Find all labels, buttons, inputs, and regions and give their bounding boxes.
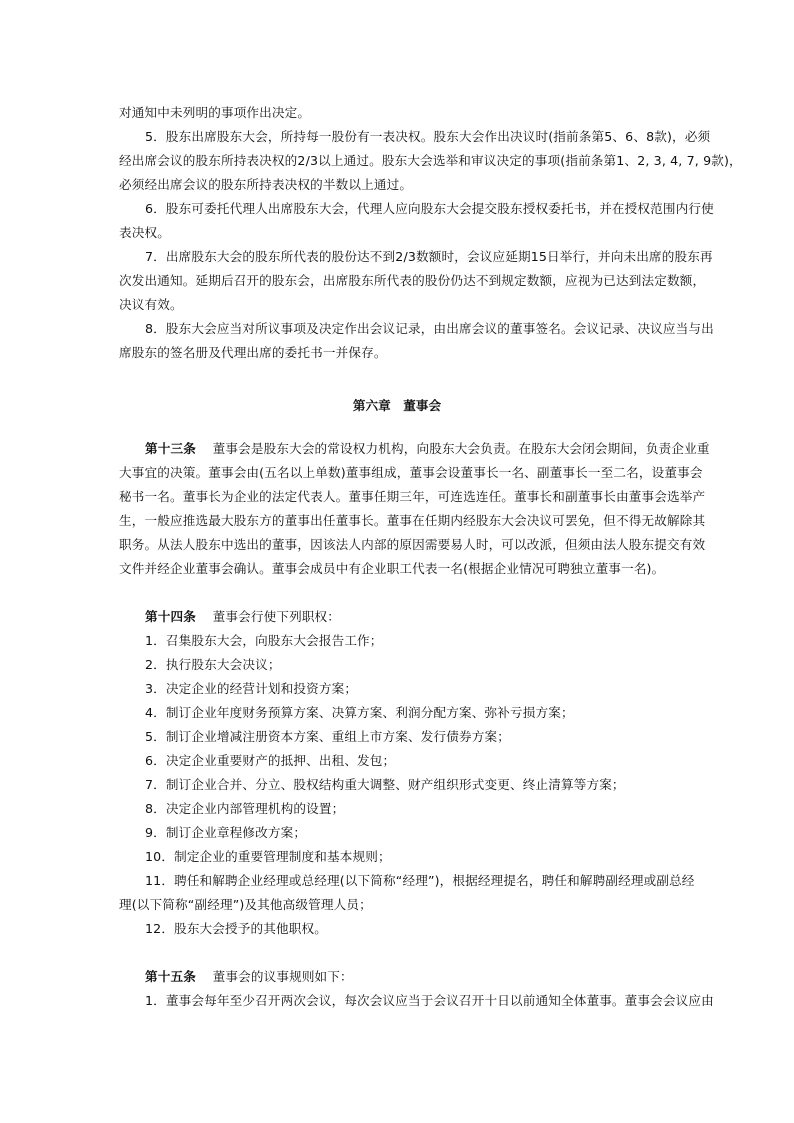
chapter-6-title: 第六章 董事会 xyxy=(352,398,442,413)
article-14-item-8: 8．决定企业内部管理机构的设置； xyxy=(145,801,345,816)
article-13-line-6: 文件并经企业董事会确认。董事会成员中有企业职工代表一名(根据企业情况可聘独立董事一名)。 xyxy=(119,561,665,576)
article-14-item-4: 4．制订企业年度财务预算方案、决算方案、利润分配方案、弥补亏损方案； xyxy=(145,705,574,720)
article-14-item-10: 10．制定企业的重要管理制度和基本规则； xyxy=(145,849,391,864)
article-13-line-1 xyxy=(145,441,710,457)
item-7-line-2: 次发出通知。延期后召开的股东会，出席股东所代表的股份仍达不到规定数额，应视为已达到法定数额， xyxy=(119,273,706,288)
item-7-line-1: 7．出席股东大会的股东所代表的股份达不到2/3数额时，会议应延期15日举行，并向未出席的股东再 xyxy=(145,249,713,264)
article-14-item-11-cont: 理(以下简称“副经理”)及其他高级管理人员； xyxy=(119,897,372,912)
article-15-line-1 xyxy=(145,969,353,985)
article-14-item-11: 11．聘任和解聘企业经理或总经理(以下简称“经理”)，根据经理提名，聘任和解聘副经理或副总经 xyxy=(145,873,695,888)
article-14-line-1 xyxy=(145,609,340,625)
article-13-line-4: 生，一般应推选最大股东方的董事出任董事长。董事在任期内经股东大会决议可罢免，但不得无故解除其 xyxy=(119,513,706,528)
article-14-item-3: 3．决定企业的经营计划和投资方案； xyxy=(145,681,358,696)
item-7-line-3: 决议有效。 xyxy=(119,297,183,312)
item-8-line-2: 席股东的签名册及代理出席的委托书一并保存。 xyxy=(119,345,387,360)
article-14-item-12: 12．股东大会授予的其他职权。 xyxy=(145,921,327,936)
article-14-item-7: 7．制订企业合并、分立、股权结构重大调整、财产组织形式变更、终止清算等方案； xyxy=(145,777,625,792)
item-5-line-1: 5．股东出席股东大会，所持每一股份有一表决权。股东大会作出决议时(指前条第5、6、8款)，必须 xyxy=(145,129,711,144)
article-14-item-5: 5．制订企业增减注册资本方案、重组上市方案、发行债券方案； xyxy=(145,729,510,744)
item-5-line-2: 经出席会议的股东所持表决权的2/3以上通过。股东大会选举和审议决定的事项(指前条第1、2, 3, 4, 7, 9款)， xyxy=(119,153,742,168)
article-14-item-2: 2．执行股东大会决议； xyxy=(145,657,281,672)
article-15-line-2: 1．董事会每年至少召开两次会议，每次会议应当于会议召开十日以前通知全体董事。董事会会议应由 xyxy=(145,993,714,1008)
intro-line: 对通知中未列明的事项作出决定。 xyxy=(119,105,311,120)
article-14-item-6: 6．决定企业重要财产的抵押、出租、发包； xyxy=(145,753,396,768)
article-13-line-5: 职务。从法人股东中选出的董事，因该法人内部的原因需要易人时，可以改派，但须由法人股东提交有效 xyxy=(119,537,706,552)
article-14-item-1: 1．召集股东大会，向股东大会报告工作； xyxy=(145,633,383,648)
article-13-line-3: 秘书一名。董事长为企业的法定代表人。董事任期三年，可连选连任。董事长和副董事长由董事会选举产 xyxy=(119,489,706,504)
article-13-text-1: 董事会是股东大会的常设权力机构，向股东大会负责。在股东大会闭会期间，负责企业重 xyxy=(212,441,710,456)
article-13-label: 第十三条 xyxy=(145,441,196,456)
item-6-line-2: 表决权。 xyxy=(119,225,170,240)
article-15-label: 第十五条 xyxy=(145,969,196,984)
article-13-line-2: 大事宜的决策。董事会由(五名以上单数)董事组成，董事会设董事长一名、副董事长一至二名，设董事会 xyxy=(119,465,703,480)
article-14-text-1: 董事会行使下列职权： xyxy=(212,609,341,624)
item-8-line-1: 8．股东大会应当对所议事项及决定作出会议记录，由出席会议的董事签名。会议记录、决议应当与出 xyxy=(145,321,714,336)
article-14-label: 第十四条 xyxy=(145,609,196,624)
item-5-line-3: 必须经出席会议的股东所持表决权的半数以上通过。 xyxy=(119,177,413,192)
item-6-line-1: 6．股东可委托代理人出席股东大会，代理人应向股东大会提交股东授权委托书，并在授权范围内行使 xyxy=(145,201,714,216)
article-15-text-1: 董事会的议事规则如下： xyxy=(212,969,353,984)
article-14-item-9: 9．制订企业章程修改方案； xyxy=(145,825,307,840)
